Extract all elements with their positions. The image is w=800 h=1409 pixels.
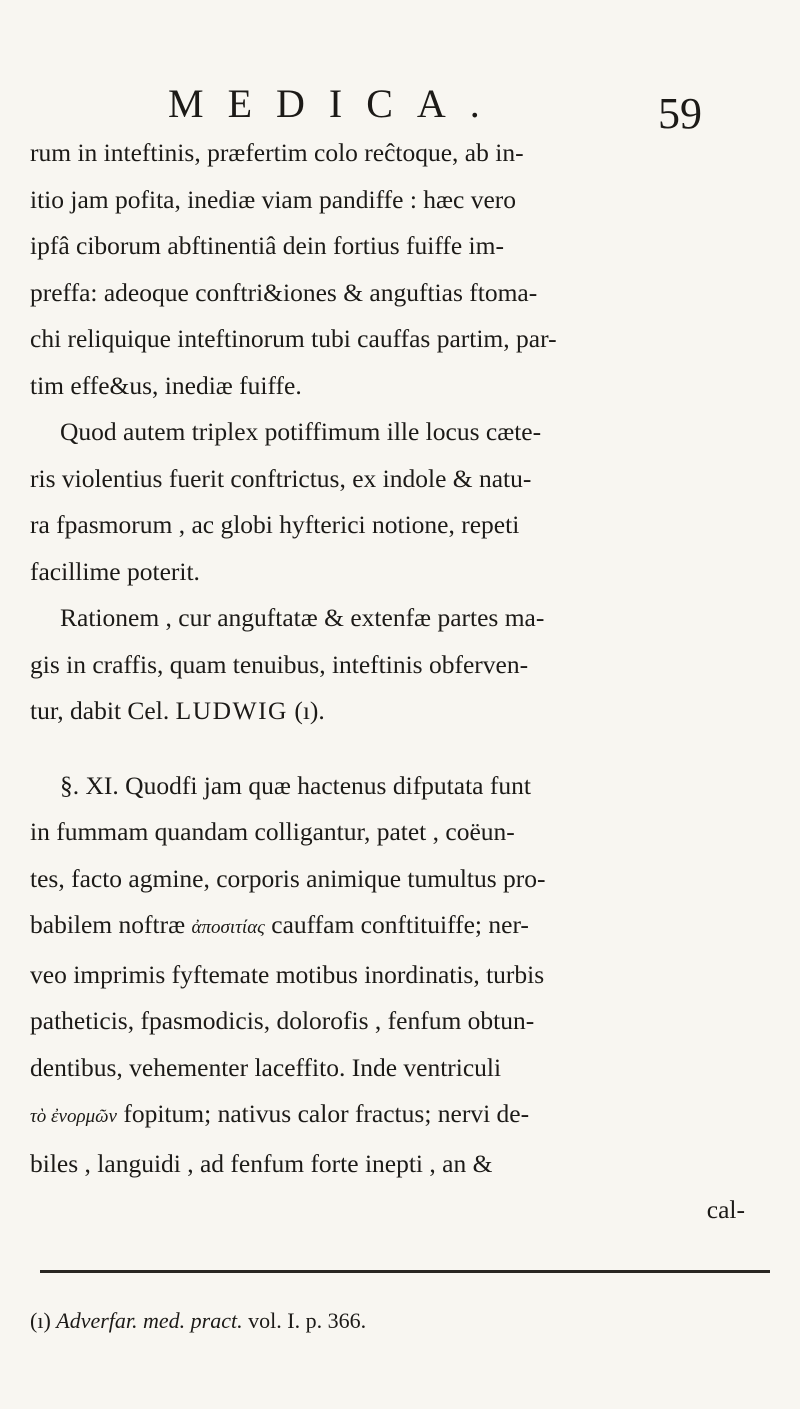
text-fragment: babilem noftrӕ (30, 910, 192, 939)
text-line: gis in craffis, quam tenuibus, inteftinis obferven- (30, 649, 529, 679)
text-line: facillime poterit. (30, 556, 200, 586)
text-line: chi reliquique inteftinorum tubi cauffas partim, par- (30, 324, 557, 353)
author-name: LUDWIG (175, 696, 288, 725)
text-line: rum in inteftinis, prӕfertim colo reĉtoque, ab in- (30, 138, 524, 167)
text-line: veo imprimis fyftemate motibus inordinatis, turbis (30, 959, 545, 989)
text-line: dentibus, vehementer laceffito. Inde ventriculi (30, 1052, 502, 1082)
text-fragment: tur, dabit Cel. (30, 696, 176, 725)
text-line: Quod autem triplex potiffimum ille locus cӕte- (60, 417, 542, 446)
footnote-reference: (ı). (294, 696, 325, 725)
text-fragment: fopitum; nativus calor fractus; nervi de- (116, 1099, 530, 1128)
text-fragment: cauffam conftituiffe; ner- (264, 910, 529, 939)
text-line: tes, facto agmine, corporis animique tumultus pro- (30, 863, 546, 893)
footnote-reference-text: vol. I. p. 366. (248, 1308, 367, 1333)
greek-word: τὸ ἐνορμῶν (30, 1106, 117, 1127)
text-line: §. XI. Quodfi jam quӕ hactenus difputata funt (60, 770, 531, 800)
footnote-source: Adverfar. med. pract. (56, 1308, 243, 1333)
text-line: ipfâ ciborum abftinentiâ dein fortius fuiffe im- (30, 231, 504, 260)
text-line: ra fpasmorum , ac globi hyfterici notione, repeti (30, 510, 520, 539)
footnote-marker: (ı) (30, 1308, 51, 1333)
text-line: biles , languidi , ad fenfum forte inepti , an & (30, 1148, 493, 1178)
text-line (30, 902, 775, 952)
text-line: in fummam quandam colligantur, patet , coëun- (30, 817, 515, 846)
body-text (30, 130, 775, 1234)
text-line: itio jam pofita, inediӕ viam pandiffe : hӕc vero (30, 184, 517, 214)
text-line: tim effe&us, inediӕ fuiffe. (30, 370, 302, 400)
catchword: cal- (706, 1195, 745, 1224)
footnote (30, 1308, 770, 1334)
text-line: patheticis, fpasmodicis, dolorofis , fenfum obtun- (30, 1006, 535, 1035)
greek-word: ἀποσιτίας (191, 917, 265, 938)
text-line (30, 1091, 775, 1141)
running-title: MEDICA. (168, 81, 504, 126)
text-line: Rationem , cur anguftatӕ & extenfӕ partes ma- (60, 603, 545, 632)
page-number: 59 (658, 89, 702, 138)
text-line: ris violentius fuerit conftrictus, ex indole & natu- (30, 463, 532, 493)
text-line: preffa: adeoque conftri&iones & anguftias ftoma- (30, 277, 538, 307)
text-line (30, 688, 775, 735)
footnote-divider (40, 1270, 770, 1273)
